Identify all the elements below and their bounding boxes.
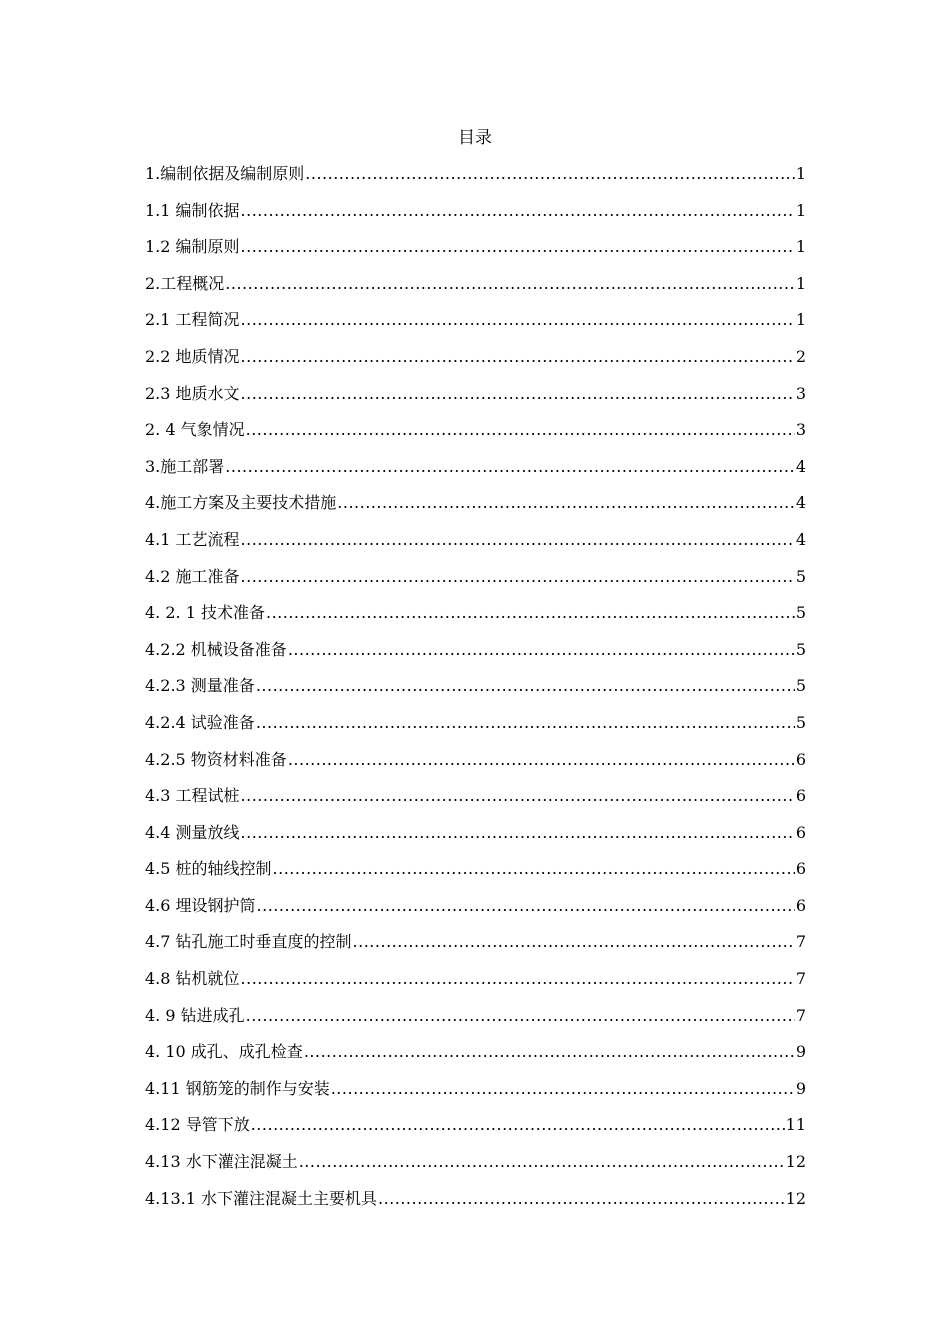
toc-entry-label: 4.7 钻孔施工时垂直度的控制 xyxy=(145,932,352,952)
dot-leader xyxy=(241,199,795,223)
toc-entry-page: 5 xyxy=(795,712,806,732)
dot-leader xyxy=(251,1113,785,1137)
dot-leader xyxy=(288,748,795,772)
toc-entry-label: 3.施工部署 xyxy=(145,456,225,476)
toc-entry-page: 6 xyxy=(795,749,806,769)
toc-entry[interactable] xyxy=(145,199,806,236)
toc-entry[interactable] xyxy=(145,491,806,528)
toc-entry[interactable] xyxy=(145,967,806,1004)
toc-entry-label: 1.编制依据及编制原则 xyxy=(145,164,305,183)
toc-entry-label: 4.6 埋设钢护筒 xyxy=(145,895,256,915)
toc-entry[interactable] xyxy=(145,1040,806,1077)
dot-leader xyxy=(225,455,795,479)
toc-entry-label: 4.5 桩的轴线控制 xyxy=(145,859,272,879)
toc-entry-label: 4.施工方案及主要技术措施 xyxy=(145,493,337,513)
table-of-contents xyxy=(145,162,806,1223)
toc-entry[interactable] xyxy=(145,748,806,785)
toc-entry[interactable] xyxy=(145,418,806,455)
toc-entry-page: 1 xyxy=(795,164,806,183)
toc-entry-page: 1 xyxy=(795,273,806,293)
toc-entry-label: 2.2 地质情况 xyxy=(145,346,240,366)
toc-entry[interactable] xyxy=(145,1113,806,1150)
toc-entry-page: 9 xyxy=(795,1042,806,1062)
toc-entry-label: 4.13.1 水下灌注混凝土主要机具 xyxy=(145,1188,377,1208)
dot-leader xyxy=(241,345,795,369)
dot-leader xyxy=(241,967,795,991)
toc-entry[interactable] xyxy=(145,601,806,638)
dot-leader xyxy=(353,930,795,954)
toc-entry[interactable] xyxy=(145,674,806,711)
toc-entry-label: 4.12 导管下放 xyxy=(145,1115,250,1135)
toc-entry[interactable] xyxy=(145,821,806,858)
toc-entry[interactable] xyxy=(145,1187,806,1224)
toc-entry-label: 4.1 工艺流程 xyxy=(145,529,240,549)
toc-entry-label: 2.工程概况 xyxy=(145,273,225,293)
toc-entry-page: 5 xyxy=(795,603,806,623)
dot-leader xyxy=(241,308,795,332)
toc-entry-label: 4. 10 成孔、成孔检查 xyxy=(145,1042,303,1062)
toc-entry-label: 4.8 钻机就位 xyxy=(145,969,240,989)
toc-entry[interactable] xyxy=(145,235,806,272)
dot-leader xyxy=(246,418,795,442)
toc-entry-label: 2.1 工程简况 xyxy=(145,310,240,330)
toc-entry[interactable] xyxy=(145,528,806,565)
toc-entry[interactable] xyxy=(145,455,806,492)
toc-entry[interactable] xyxy=(145,565,806,602)
toc-entry-page: 6 xyxy=(795,822,806,842)
dot-leader xyxy=(299,1150,785,1174)
toc-entry[interactable] xyxy=(145,711,806,748)
toc-entry-page: 2 xyxy=(795,346,806,366)
toc-entry-page: 7 xyxy=(795,932,806,952)
toc-entry-label: 4. 9 钻进成孔 xyxy=(145,1005,245,1025)
toc-entry-page: 4 xyxy=(795,493,806,513)
toc-entry-page: 5 xyxy=(795,676,806,696)
toc-entry-label: 4.4 测量放线 xyxy=(145,822,240,842)
toc-entry[interactable] xyxy=(145,272,806,309)
toc-entry-label: 4.2.3 测量准备 xyxy=(145,676,255,696)
toc-entry-page: 9 xyxy=(795,1078,806,1098)
toc-entry-label: 4.13 水下灌注混凝土 xyxy=(145,1152,298,1172)
toc-entry[interactable] xyxy=(145,1004,806,1041)
toc-entry-label: 1.2 编制原则 xyxy=(145,237,240,257)
toc-entry-page: 6 xyxy=(795,786,806,806)
toc-entry-page: 7 xyxy=(795,969,806,989)
toc-entry[interactable] xyxy=(145,1077,806,1114)
toc-entry-page: 11 xyxy=(785,1115,806,1135)
toc-entry-page: 6 xyxy=(795,895,806,915)
toc-entry-label: 4.2 施工准备 xyxy=(145,566,240,586)
dot-leader xyxy=(266,601,795,625)
dot-leader xyxy=(273,857,795,881)
dot-leader xyxy=(241,528,795,552)
toc-entry-page: 12 xyxy=(785,1152,806,1172)
toc-entry-label: 2.3 地质水文 xyxy=(145,383,240,403)
dot-leader xyxy=(378,1187,785,1211)
toc-entry-page: 1 xyxy=(795,200,806,220)
dot-leader xyxy=(241,382,795,406)
toc-entry-label: 4.2.5 物资材料准备 xyxy=(145,749,287,769)
toc-entry-page: 4 xyxy=(795,456,806,476)
toc-entry[interactable] xyxy=(145,382,806,419)
toc-entry-page: 7 xyxy=(795,1005,806,1025)
toc-entry-label: 4.3 工程试桩 xyxy=(145,786,240,806)
toc-entry-label: 2. 4 气象情况 xyxy=(145,420,245,440)
dot-leader xyxy=(241,235,795,259)
toc-entry[interactable] xyxy=(145,894,806,931)
toc-entry-page: 6 xyxy=(795,859,806,879)
toc-entry-label: 4. 2. 1 技术准备 xyxy=(145,603,265,623)
toc-entry[interactable] xyxy=(145,308,806,345)
dot-leader xyxy=(241,821,795,845)
dot-leader xyxy=(256,711,795,735)
toc-entry-label: 4.11 钢筋笼的制作与安装 xyxy=(145,1078,330,1098)
dot-leader xyxy=(257,894,795,918)
toc-entry[interactable] xyxy=(145,930,806,967)
toc-entry-page: 5 xyxy=(795,639,806,659)
dot-leader xyxy=(256,674,795,698)
toc-entry-page: 1 xyxy=(795,310,806,330)
dot-leader xyxy=(288,638,795,662)
dot-leader xyxy=(246,1004,795,1028)
toc-entry-label: 4.2.4 试验准备 xyxy=(145,712,255,732)
toc-entry-label: 1.1 编制依据 xyxy=(145,200,240,220)
toc-entry-page: 1 xyxy=(795,237,806,257)
toc-entry[interactable] xyxy=(145,162,806,199)
dot-leader xyxy=(331,1077,795,1101)
dot-leader xyxy=(241,784,795,808)
toc-entry-page: 4 xyxy=(795,529,806,549)
dot-leader xyxy=(225,272,795,296)
toc-entry-page: 5 xyxy=(795,566,806,586)
dot-leader xyxy=(241,565,795,589)
dot-leader xyxy=(305,162,795,186)
toc-entry[interactable] xyxy=(145,345,806,382)
toc-entry-page: 3 xyxy=(795,383,806,403)
dot-leader xyxy=(337,491,795,515)
dot-leader xyxy=(304,1040,795,1064)
toc-entry[interactable] xyxy=(145,784,806,821)
toc-entry[interactable] xyxy=(145,857,806,894)
toc-title: 目录 xyxy=(458,128,492,148)
toc-entry[interactable] xyxy=(145,1150,806,1187)
toc-entry-page: 3 xyxy=(795,420,806,440)
toc-entry-page: 12 xyxy=(785,1188,806,1208)
toc-entry[interactable] xyxy=(145,638,806,675)
toc-entry-label: 4.2.2 机械设备准备 xyxy=(145,639,287,659)
